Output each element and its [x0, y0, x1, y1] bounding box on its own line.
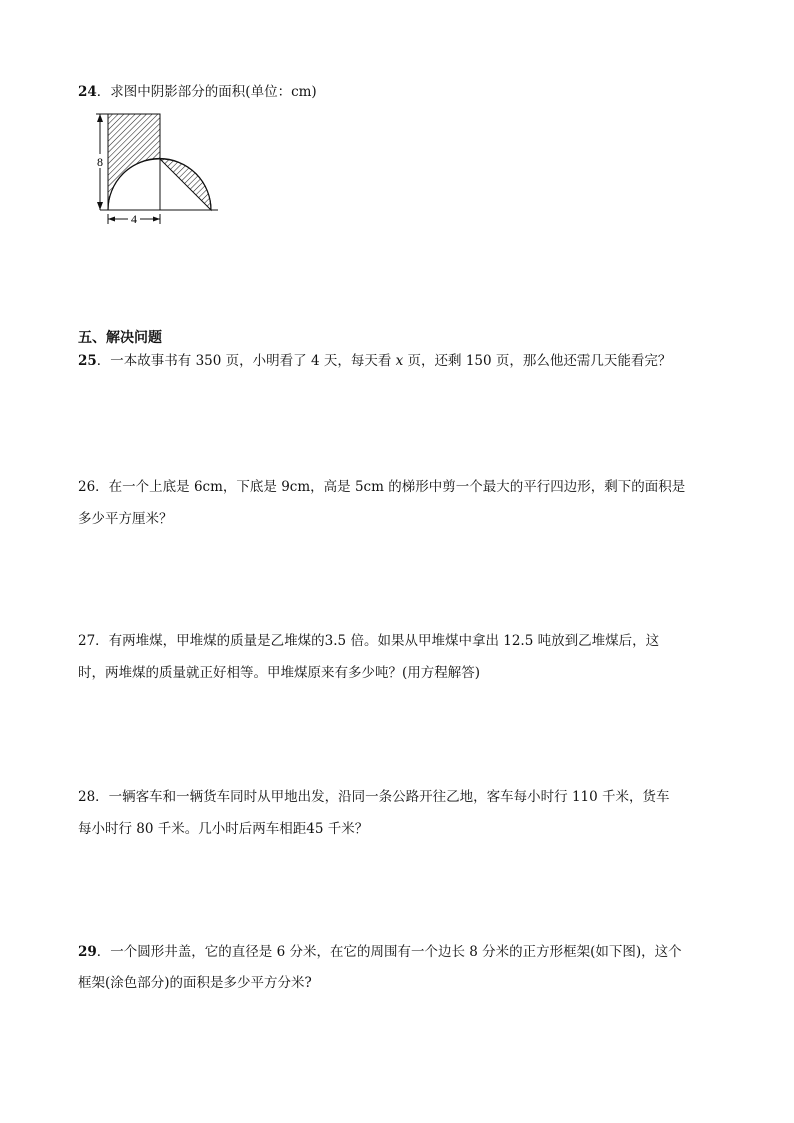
question-27-line-2: 时，两堆煤的质量就正好相等。甲堆煤原来有多少吨？(用方程解答): [78, 665, 481, 681]
question-number: 24: [78, 84, 97, 100]
question-text-a: ．一本故事书有 350 页，小明看了 4 天，每天看: [96, 353, 396, 369]
question-28-line-2: 每小时行 80 千米。几小时后两车相距45 千米？: [78, 821, 369, 837]
question-number: 29: [78, 944, 97, 960]
question-text-b: 页，还剩 150 页，那么他还需几天能看完？: [403, 353, 672, 369]
question-number: 25: [78, 353, 97, 369]
question-text: ．求图中阴影部分的面积(单位：cm): [96, 84, 317, 100]
question-26-line-1: 26．在一个上底是 6cm，下底是 9cm，高是 5cm 的梯形中剪一个最大的平行四边形，剩下的面积是: [78, 479, 686, 495]
variable-x: x: [395, 353, 404, 369]
question-24: [78, 86, 317, 100]
question-28-line-1: 28．一辆客车和一辆货车同时从甲地出发，沿同一条公路开往乙地，客车每小时行 110 千米，货车: [78, 789, 670, 805]
question-25: [78, 355, 671, 369]
question-29-line-1: [78, 946, 682, 960]
question-26-line-2: 多少平方厘米？: [78, 511, 173, 527]
question-29-line-2: 框架(涂色部分)的面积是多少平方分米?: [78, 975, 312, 991]
width-label: 4: [131, 212, 137, 226]
question-27-line-1: 27．有两堆煤，甲堆煤的质量是乙堆煤的3.5 倍。如果从甲堆煤中拿出 12.5 吨放到乙堆煤后，这: [78, 633, 660, 649]
question-text: ．一个圆形井盖，它的直径是 6 分米，在它的周围有一个边长 8 分米的正方形框架(如下图)，这个: [96, 944, 682, 960]
height-label: 8: [97, 155, 103, 169]
section-heading: 五、解决问题: [78, 330, 162, 346]
shaded-area-figure: [90, 108, 225, 232]
